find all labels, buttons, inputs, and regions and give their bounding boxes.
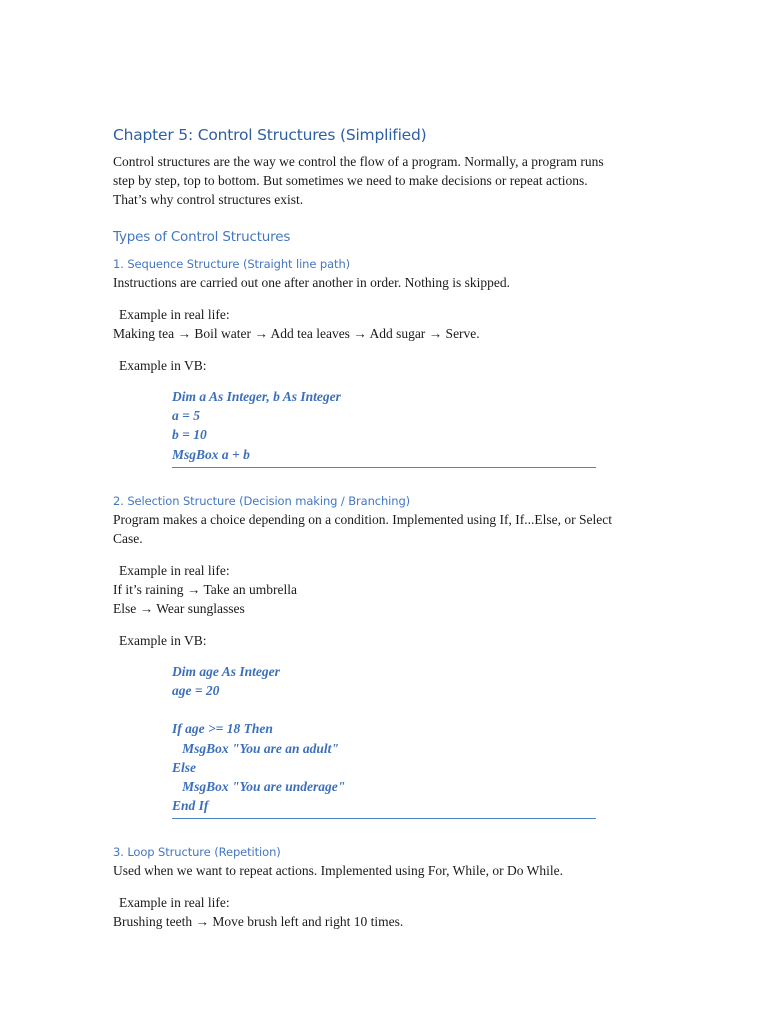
selection-real-life-label: Example in real life: <box>119 562 230 578</box>
code-line: MsgBox a + b <box>172 446 250 462</box>
selection-description-line: Case. <box>113 530 143 546</box>
code-line: Else <box>172 759 197 775</box>
document-content <box>113 122 653 931</box>
types-heading: Types of Control Structures <box>113 229 291 245</box>
sequence-vb-label: Example in VB: <box>119 358 207 373</box>
code-line: Dim a As Integer, b As Integer <box>172 389 341 404</box>
selection-code-block <box>172 662 596 820</box>
sequence-section <box>113 256 653 468</box>
code-line: a = 5 <box>172 408 200 424</box>
code-line: MsgBox "You are underage" <box>172 779 346 795</box>
code-line: MsgBox "You are an adult" <box>172 740 339 756</box>
sequence-description: Instructions are carried out one after another in order. Nothing is skipped. <box>113 275 511 290</box>
intro-paragraph <box>113 152 653 209</box>
loop-description: Used when we want to repeat actions. Implemented using For, While, or Do While. <box>113 863 563 879</box>
sequence-code-block <box>172 387 596 468</box>
intro-line: Control structures are the way we control the flow of a program. Normally, a program runs <box>113 154 604 169</box>
sequence-real-life-label: Example in real life: <box>119 307 230 322</box>
intro-line: That’s why control structures exist. <box>113 192 304 207</box>
selection-section <box>113 493 653 820</box>
sequence-real-life-line: Making tea → Boil water → Add tea leaves → Add sugar → Serve. <box>113 326 480 341</box>
selection-real-life-line: If it’s raining → Take an umbrella <box>113 581 298 597</box>
code-line: b = 10 <box>172 427 207 443</box>
code-line: age = 20 <box>172 683 220 699</box>
loop-real-life-line: Brushing teeth → Move brush left and right 10 times. <box>113 914 404 930</box>
code-line <box>172 700 596 719</box>
code-line: End If <box>172 798 209 814</box>
loop-heading: 3. Loop Structure (Repetition) <box>113 845 281 860</box>
code-line: If age >= 18 Then <box>172 721 273 737</box>
sequence-heading: 1. Sequence Structure (Straight line path) <box>113 257 351 271</box>
selection-heading: 2. Selection Structure (Decision making / Branching) <box>113 493 411 508</box>
selection-real-life-line: Else → Wear sunglasses <box>113 600 245 616</box>
intro-line: step by step, top to bottom. But sometimes we need to make decisions or repeat actions. <box>113 173 588 188</box>
loop-section <box>113 844 653 931</box>
loop-real-life-label: Example in real life: <box>119 895 230 911</box>
selection-vb-label: Example in VB: <box>119 632 207 648</box>
chapter-title: Chapter 5: Control Structures (Simplified) <box>113 126 427 144</box>
selection-description-line: Program makes a choice depending on a condition. Implemented using If, If...Else, or Select <box>113 511 612 527</box>
code-line: Dim age As Integer <box>172 663 280 679</box>
